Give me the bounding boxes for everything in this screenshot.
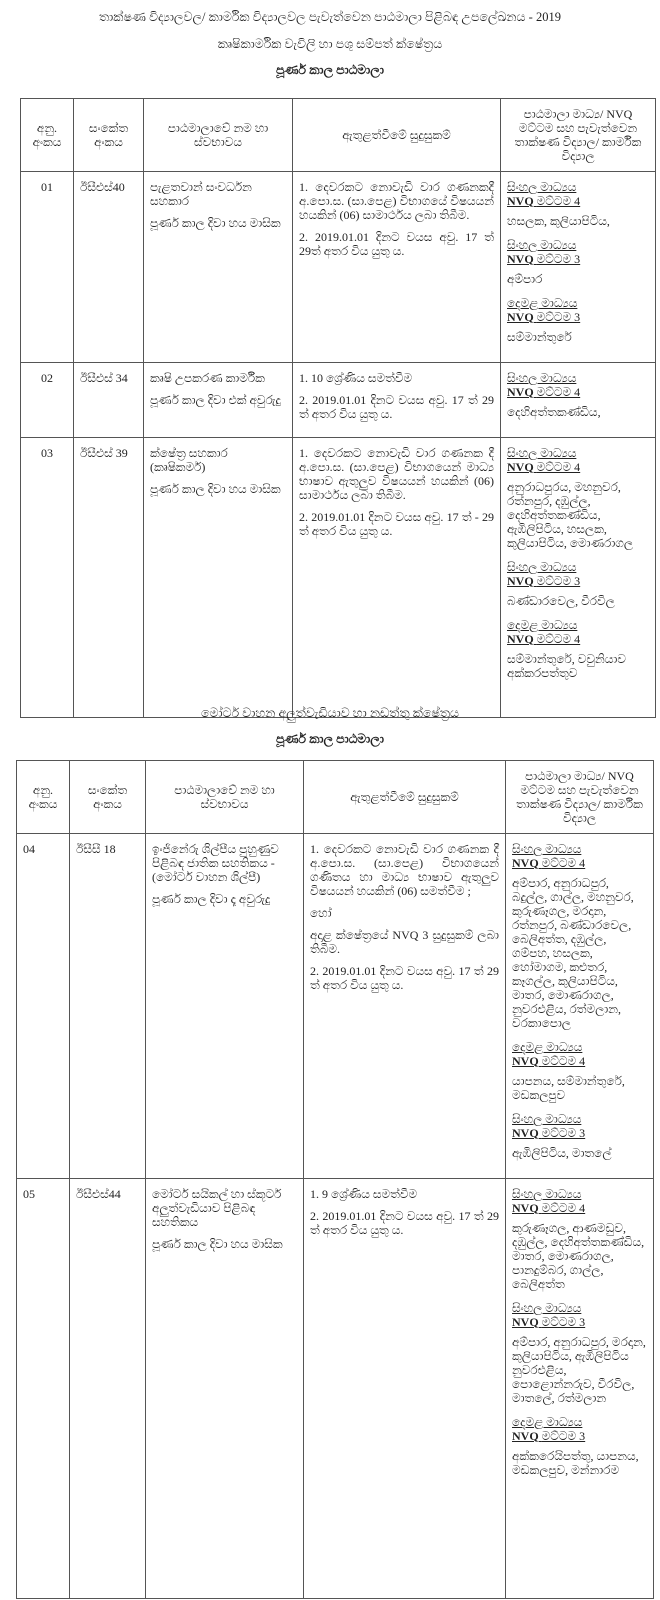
nvq-label: NVQ xyxy=(512,1201,539,1215)
sector-title-motor: මෝටර් වාහන අලුත්වැඩියාව හා නඩත්තු ක්ෂේත්‍රය xyxy=(200,706,459,720)
nvq-level xyxy=(512,856,647,870)
header-serial-no: අනු. අංකය xyxy=(17,761,70,834)
nvq-label: NVQ xyxy=(512,1315,539,1329)
course-code: ඊසීඑස්40 xyxy=(74,172,144,363)
medium-label: සිංහල මාධ්‍යය xyxy=(512,1187,582,1201)
course-type: පූර්ණ කාල දිවා හය මාසික xyxy=(150,482,281,496)
table-row xyxy=(21,438,656,718)
center-group xyxy=(507,618,649,680)
requirement-item: 1. දෙවරකට නොවැඩි වාර ගණනක දී අ.පො.ස. (සා.පෙළ) විභාගයෙන් මාධ්‍ය භාෂාව ඇතුලුව විෂයයන් හයකින් (06) සාමාර්ථය ලබා තිබීම. xyxy=(299,446,494,502)
course-type: පූර්ණ කාල දිවා හය මාසික xyxy=(150,216,281,230)
header-centers: පාඨමාලා මාධ්‍ය/ NVQ මට්ටම සහ පැවැත්වෙන තාක්ෂණ විද්‍යාල/ කාර්මික විද්‍යාල xyxy=(501,99,656,172)
header-course-name: පාඨමාලාවේ නම හා ස්වභාවය xyxy=(146,761,304,834)
table-row xyxy=(17,834,654,1179)
nvq-label: NVQ xyxy=(507,574,534,588)
course-code: ඊසීඑස් 34 xyxy=(74,363,144,438)
center-locations: බණ්ඩාරවෙල, වීරවිල xyxy=(507,594,615,608)
serial-no: 01 xyxy=(21,172,74,363)
section-subtitle: පූර්ණ කාල පාඨමාලා xyxy=(276,732,384,746)
centers-cell xyxy=(501,172,656,363)
nvq-level xyxy=(512,1201,647,1215)
level-label: මට්ටම 4 xyxy=(541,856,586,870)
course-type: පූර්ණ කාල දිවා දෑ අවුරුදු xyxy=(152,892,271,906)
document-title: තාක්ෂණ විද්‍යාලවල/ කාර්මික විද්‍යාලවල පැවැත්වෙන පාඨමාලා පිළිබඳ උපලේඛනය - 2019 xyxy=(99,10,561,24)
courses-table-agriculture xyxy=(20,98,656,718)
nvq-level xyxy=(507,252,649,266)
center-locations: ඇඹිලිපිටිය, මාතලේ xyxy=(512,1146,612,1160)
section-subtitle: පූර්ණ කාල පාඨමාලා xyxy=(276,63,384,77)
center-group xyxy=(507,238,649,286)
center-locations: අක්කරෙයිපත්තු, යාපනය, මඩකලපුව, මන්නාරම xyxy=(512,1449,639,1477)
header-code-no: සංකේත අංකය xyxy=(70,761,146,834)
nvq-level xyxy=(512,1315,647,1329)
nvq-level xyxy=(507,632,649,646)
center-group xyxy=(512,1415,647,1477)
medium-label: සිංහල මාධ්‍යය xyxy=(507,446,577,460)
nvq-label: NVQ xyxy=(507,194,534,208)
medium-label: දෙමළ මාධ්‍යය xyxy=(507,296,578,310)
requirement-item: 1. 9 ශ්‍රේණිය සමත්වීම xyxy=(310,1187,418,1201)
level-label: මට්ටම 3 xyxy=(536,574,581,588)
level-label: මට්ටම 4 xyxy=(536,194,581,208)
center-group xyxy=(512,1301,647,1405)
course-code: ඊසීඑස් 39 xyxy=(74,438,144,718)
header-requirements: ඇතුළත්වීමේ සුදුසුකම් xyxy=(293,99,501,172)
serial-no: 05 xyxy=(17,1179,70,1599)
table-header-row xyxy=(17,761,654,834)
table-row xyxy=(21,363,656,438)
nvq-level xyxy=(512,1054,647,1068)
header-serial-no: අනු. අංකය xyxy=(21,99,74,172)
center-locations: අනුරාධපුරය, මහනුවර, රත්නපුර, දඹුල්ල, දෙහිඅත්තකණ්ඩිය, ඇඹිලිපිටිය, හසලක, කුලියාපිටිය, මොණරාගල xyxy=(507,480,634,550)
requirement-item: 2. 2019.01.01 දිනට වයස අවු. 17 ත් 29 ත් අතර විය යුතු ය. xyxy=(310,1209,499,1237)
medium-label: සිංහල මාධ්‍යය xyxy=(512,1112,582,1126)
requirement-item: 1. 10 ශ්‍රේණිය සමත්වීම xyxy=(299,371,413,385)
level-label: මට්ටම 4 xyxy=(541,1201,586,1215)
table-header-row xyxy=(21,99,656,172)
center-locations: අම්පාර, අනුරාධපුර, බදුල්ල, ගාල්ල, මහනුවර, කුරුණෑගල, මරදාන, රත්නපුර, බණ්ඩාරවෙල, බෙලිඅත්ත, දඹුල්ල, ගම්පහ, හසලක, හෝමාගම, කළුතර, කෑගල්ල, කුලියාපිටිය, මාතර, මොණරාගල, නුවරඑළිය, රත්මලාන, වරකාපොල xyxy=(512,876,634,1030)
course-name-cell xyxy=(144,438,293,718)
requirements-cell xyxy=(293,172,501,363)
medium-label: සිංහල මාධ්‍යය xyxy=(507,371,577,385)
level-label: මට්ටම 3 xyxy=(541,1126,586,1140)
medium-label: සිංහල මාධ්‍යය xyxy=(512,842,582,856)
centers-cell xyxy=(506,1179,654,1599)
serial-no: 04 xyxy=(17,834,70,1179)
center-group xyxy=(512,842,647,1030)
center-locations: හසලක, කුලියාපිටිය, xyxy=(507,214,610,228)
level-label: මට්ටම 3 xyxy=(536,252,581,266)
center-group xyxy=(507,180,649,228)
center-group xyxy=(512,1040,647,1102)
course-name: පැළතවාන් සංවර්ධන සහකාර xyxy=(150,180,252,208)
nvq-label: NVQ xyxy=(512,1429,539,1443)
requirements-cell xyxy=(304,834,506,1179)
nvq-level xyxy=(512,1429,647,1443)
sector-title-agriculture: කෘෂිකාර්මික වැවිලි හා පශු සම්පත් ක්ෂේත්‍රය xyxy=(217,37,443,51)
course-name: ඉංජිනේරු ශිල්පීය පුහුණුව පිළිබඳ ජාතික සහතිකය - (මෝටර් වාහන ශිල්පී) xyxy=(152,842,279,884)
requirements-cell xyxy=(293,438,501,718)
table-row xyxy=(17,1179,654,1599)
level-label: මට්ටම 3 xyxy=(541,1315,586,1329)
serial-no: 02 xyxy=(21,363,74,438)
requirements-cell xyxy=(304,1179,506,1599)
nvq-level xyxy=(507,194,649,208)
requirement-item: 2. 2019.01.01 දිනට වයස අවු. 17 ත් - 29 ත් අතර විය යුතු ය. xyxy=(299,510,494,538)
course-code: ඊසීසී 18 xyxy=(70,834,146,1179)
header-course-name: පාඨමාලාවේ නම හා ස්වභාවය xyxy=(144,99,293,172)
header-requirements: ඇතුළත්වීමේ සුදුසුකම් xyxy=(304,761,506,834)
course-name-cell xyxy=(144,363,293,438)
nvq-level xyxy=(507,310,649,324)
requirements-cell xyxy=(293,363,501,438)
or-separator: හෝ xyxy=(310,906,332,920)
center-locations: සම්මාන්තුරේ, වවුනියාව අක්කරපත්තුව xyxy=(507,652,626,680)
nvq-label: NVQ xyxy=(507,252,534,266)
level-label: මට්ටම 4 xyxy=(536,385,581,399)
center-group xyxy=(507,560,649,608)
nvq-level xyxy=(507,574,649,588)
courses-table-motor xyxy=(16,760,654,1599)
requirement-item: 2. 2019.01.01 දිනට වයස අවු. 17 ත් 29ත් අතර විය යුතු ය. xyxy=(299,230,494,258)
center-group xyxy=(512,1187,647,1291)
center-group xyxy=(512,1112,647,1160)
requirement-item: 2. 2019.01.01 දිනට වයස අවු. 17 ත් 29 ත් අතර විය යුතු ය. xyxy=(310,964,499,992)
nvq-label: NVQ xyxy=(507,460,534,474)
level-label: මට්ටම 4 xyxy=(536,460,581,474)
course-type: පූර්ණ කාල දිවා එක් අවුරුදු xyxy=(150,393,281,407)
nvq-level xyxy=(512,1126,647,1140)
medium-label: දෙමළ මාධ්‍යය xyxy=(512,1040,583,1054)
course-name-cell xyxy=(144,172,293,363)
serial-no: 03 xyxy=(21,438,74,718)
center-locations: අම්පාර, අනුරාධපුර, මරදාන, කුලියාපිටිය, ඇඹිලිපිටිය නුවරඑළිය, පොළොන්නරුව, වීරවිල, මාතලේ, රත්මලාන xyxy=(512,1335,646,1405)
nvq-label: NVQ xyxy=(512,1054,539,1068)
center-group xyxy=(507,371,649,419)
center-locations: කුරුණෑගල, ආණමඩුව, දඹුල්ල, දෙහිඅත්තකණ්ඩිය, මාතර, මොණරාගල, පානදුම්බර, ගාල්ල, බෙලිඅත්ත xyxy=(512,1221,645,1291)
center-locations: අම්පාර xyxy=(507,272,543,286)
course-name-cell xyxy=(146,1179,304,1599)
center-locations: දෙහිඅත්තකණ්ඩිය, xyxy=(507,405,601,419)
medium-label: සිංහල මාධ්‍යය xyxy=(507,180,577,194)
requirement-item: 1. දෙවරකට නොවැඩි වාර ගණනක දී අ.පො.ස. (සා.පෙළ) විභාගයෙන් ගණිතය හා මාධ්‍ය භාෂාව ඇතුලුව විෂයයන් හයකින් (06) සමත්වීම ; xyxy=(310,842,499,898)
centers-cell xyxy=(501,363,656,438)
medium-label: සිංහල මාධ්‍යය xyxy=(507,560,577,574)
requirement-item: 2. 2019.01.01 දිනට වයස අවු. 17 ත් 29 ත් අතර විය යුතු ය. xyxy=(299,393,494,421)
header-code-no: සංකේත අංකය xyxy=(74,99,144,172)
center-locations: යාපනය, සම්මාන්තුරේ, මඩකලපුව xyxy=(512,1074,625,1102)
nvq-label: NVQ xyxy=(512,856,539,870)
requirement-item: අදාළ ක්ෂේත්‍රයේ NVQ 3 සුදුසුකම් ලබා තිබීම. xyxy=(310,928,499,956)
requirement-item: 1. දෙවරකට නොවැඩි වාර ගණනකදී අ.පො.ස. (සා.පෙළ) විභාගයේ විෂයයන් හයකින් (06) සාමාර්ථය ලබා තිබීම. xyxy=(299,180,494,222)
course-name: කෘෂි උපකරණ කාර්මික xyxy=(150,371,265,385)
centers-cell xyxy=(506,834,654,1179)
table-row xyxy=(21,172,656,363)
medium-label: දෙමළ මාධ්‍යය xyxy=(512,1415,583,1429)
center-group xyxy=(507,446,649,550)
nvq-label: NVQ xyxy=(507,310,534,324)
medium-label: සිංහල මාධ්‍යය xyxy=(512,1301,582,1315)
centers-cell xyxy=(501,438,656,718)
nvq-level xyxy=(507,385,649,399)
course-name-cell xyxy=(146,834,304,1179)
center-group xyxy=(507,296,649,344)
level-label: මට්ටම 4 xyxy=(536,632,581,646)
nvq-level xyxy=(507,460,649,474)
course-name: මෝටර් සයිකල් හා ස්කූටර් අලුත්වැඩියාව පිළිබඳ සහතිකය xyxy=(152,1187,282,1229)
center-locations: සම්මාන්තුරේ xyxy=(507,330,572,344)
course-code: ඊසීඑස්44 xyxy=(70,1179,146,1599)
course-type: පූර්ණ කාල දිවා හය මාසික xyxy=(152,1237,283,1251)
level-label: මට්ටම 3 xyxy=(541,1429,586,1443)
medium-label: සිංහල මාධ්‍යය xyxy=(507,238,577,252)
medium-label: දෙමළ මාධ්‍යය xyxy=(507,618,578,632)
nvq-label: NVQ xyxy=(512,1126,539,1140)
header-centers: පාඨමාලා මාධ්‍ය/ NVQ මට්ටම සහ පැවැත්වෙන තාක්ෂණ විද්‍යාල/ කාර්මික විද්‍යාල xyxy=(506,761,654,834)
nvq-label: NVQ xyxy=(507,632,534,646)
level-label: මට්ටම 4 xyxy=(541,1054,586,1068)
level-label: මට්ටම 3 xyxy=(536,310,581,324)
nvq-label: NVQ xyxy=(507,385,534,399)
course-name: ක්ෂේත්‍ර සහකාර (කෘෂිකර්ම) xyxy=(150,446,228,474)
